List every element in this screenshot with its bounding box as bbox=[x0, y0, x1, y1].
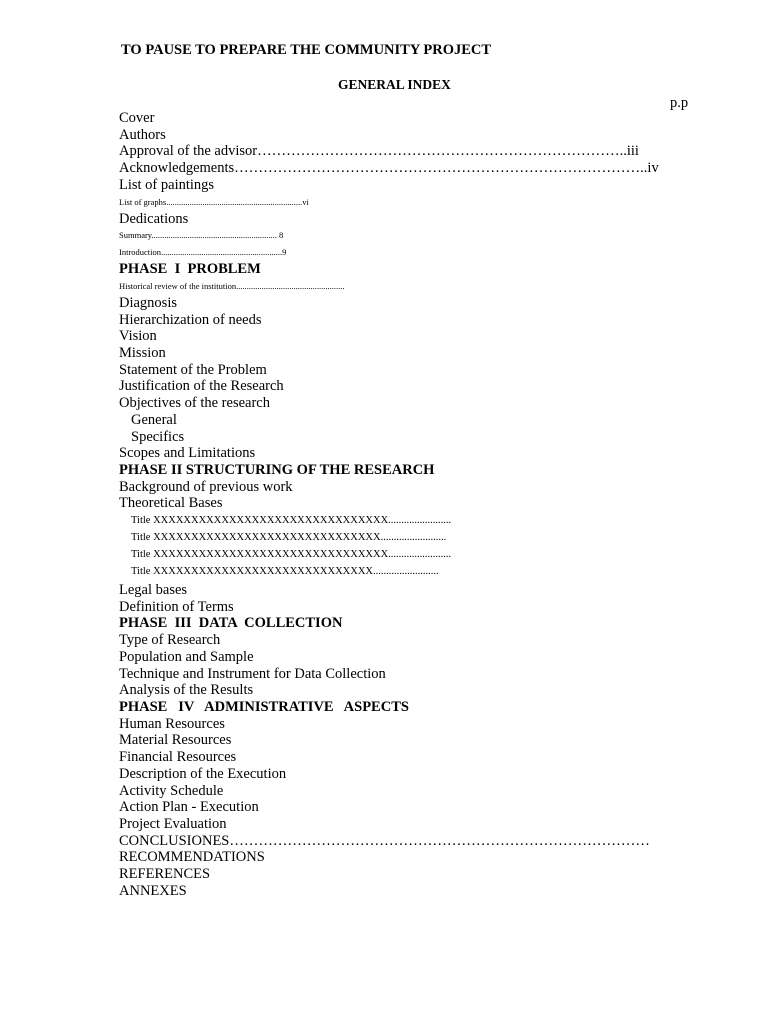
toc-section-phase-4: PHASE IV ADMINISTRATIVE ASPECTS bbox=[119, 698, 409, 715]
toc-entry-justification: Justification of the Research bbox=[119, 378, 284, 395]
toc-entry-title-1: Title XXXXXXXXXXXXXXXXXXXXXXXXXXXXXXX........................ bbox=[131, 515, 452, 527]
toc-entry-cover: Cover bbox=[119, 110, 155, 126]
toc-entry-mission: Mission bbox=[119, 345, 166, 362]
table-of-contents bbox=[119, 110, 719, 899]
toc-entry-material-resources: Material Resources bbox=[119, 732, 232, 749]
toc-entry-introduction: Introduction.........................................................9 bbox=[119, 247, 287, 258]
toc-entry-population: Population and Sample bbox=[119, 648, 254, 665]
document-title: TO PAUSE TO PREPARE THE COMMUNITY PROJECT bbox=[121, 42, 492, 58]
toc-entry-definition-of-terms: Definition of Terms bbox=[119, 598, 234, 615]
toc-entry-action-plan: Action Plan - Execution bbox=[119, 799, 259, 816]
toc-entry-summary: Summary........................................................... 8 bbox=[119, 230, 284, 241]
toc-entry-type-of-research: Type of Research bbox=[119, 632, 221, 649]
toc-entry-title-3: Title XXXXXXXXXXXXXXXXXXXXXXXXXXXXXXX........................ bbox=[131, 549, 452, 561]
index-heading: GENERAL INDEX bbox=[338, 77, 451, 92]
toc-entry-objectives: Objectives of the research bbox=[119, 395, 270, 412]
toc-entry-authors: Authors bbox=[119, 126, 166, 143]
toc-entry-list-of-paintings: List of paintings bbox=[119, 176, 215, 193]
toc-entry-dedications: Dedications bbox=[119, 210, 189, 227]
toc-entry-approval: Approval of the advisor…………………………………………………………………..iii bbox=[119, 143, 639, 160]
toc-entry-statement: Statement of the Problem bbox=[119, 361, 267, 378]
page-column-label: p.p bbox=[670, 95, 689, 111]
toc-entry-diagnosis: Diagnosis bbox=[119, 294, 177, 311]
toc-entry-analysis: Analysis of the Results bbox=[119, 682, 254, 699]
toc-entry-scopes: Scopes and Limitations bbox=[119, 445, 256, 462]
toc-entry-references: REFERENCES bbox=[119, 866, 211, 883]
toc-entry-list-of-graphs: List of graphs................................................................vi bbox=[119, 196, 309, 207]
toc-entry-background: Background of previous work bbox=[119, 478, 293, 495]
toc-entry-description-execution: Description of the Execution bbox=[119, 765, 287, 782]
toc-entry-title-2: Title XXXXXXXXXXXXXXXXXXXXXXXXXXXXXX......................... bbox=[131, 532, 447, 544]
toc-section-phase-3: PHASE III DATA COLLECTION bbox=[119, 615, 343, 632]
toc-entry-theoretical-bases: Theoretical Bases bbox=[119, 495, 223, 512]
toc-entry-human-resources: Human Resources bbox=[119, 715, 225, 732]
toc-entry-title-4: Title XXXXXXXXXXXXXXXXXXXXXXXXXXXXX......................... bbox=[131, 566, 439, 578]
toc-section-phase-1: PHASE I PROBLEM bbox=[119, 261, 261, 278]
toc-entry-general: General bbox=[131, 411, 177, 428]
toc-entry-project-evaluation: Project Evaluation bbox=[119, 815, 227, 832]
toc-section-phase-2: PHASE II STRUCTURING OF THE RESEARCH bbox=[119, 461, 435, 478]
toc-entry-legal-bases: Legal bases bbox=[119, 582, 188, 599]
toc-entry-conclusiones: CONCLUSIONES…………………………………………………………………………… bbox=[119, 832, 650, 849]
toc-entry-activity-schedule: Activity Schedule bbox=[119, 782, 224, 799]
toc-entry-acknowledgements: Acknowledgements…………………………………………………………………………..iv bbox=[119, 160, 659, 177]
toc-entry-technique: Technique and Instrument for Data Collection bbox=[119, 665, 386, 682]
toc-entry-hierarchization: Hierarchization of needs bbox=[119, 311, 262, 328]
toc-entry-financial-resources: Financial Resources bbox=[119, 749, 237, 766]
toc-entry-historical-review: Historical review of the institution................................................... bbox=[119, 280, 345, 291]
toc-entry-annexes: ANNEXES bbox=[119, 882, 187, 899]
toc-entry-specifics: Specifics bbox=[131, 428, 185, 445]
toc-entry-recommendations: RECOMMENDATIONS bbox=[119, 849, 265, 866]
toc-entry-vision: Vision bbox=[119, 328, 157, 345]
